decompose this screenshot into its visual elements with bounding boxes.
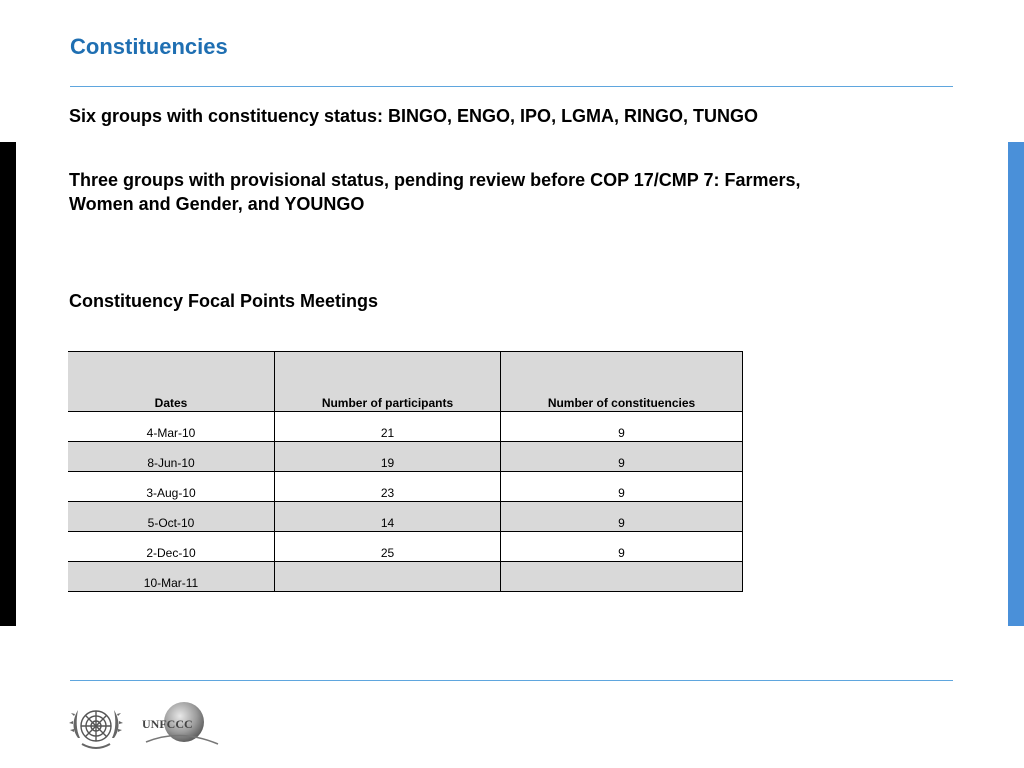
left-accent-bar — [0, 142, 16, 626]
column-header-participants: Number of participants — [275, 352, 501, 412]
cell-date: 5-Oct-10 — [68, 502, 275, 532]
cell-participants — [275, 562, 501, 592]
provisional-status-paragraph: Three groups with provisional status, pending review before COP 17/CMP 7: Farmers, Women and Gender, and YOUNGO — [69, 170, 801, 214]
cell-date: 8-Jun-10 — [68, 442, 275, 472]
cell-participants: 25 — [275, 532, 501, 562]
page-title: Constituencies — [70, 34, 228, 59]
table-row — [68, 562, 743, 592]
table-row — [68, 442, 743, 472]
cell-date: 10-Mar-11 — [68, 562, 275, 592]
cell-date: 2-Dec-10 — [68, 532, 275, 562]
cell-constituencies — [501, 562, 743, 592]
meetings-subheading: Constituency Focal Points Meetings — [69, 291, 379, 311]
cell-participants: 21 — [275, 412, 501, 442]
top-divider — [70, 86, 953, 87]
cell-participants: 23 — [275, 472, 501, 502]
cell-participants: 19 — [275, 442, 501, 472]
table-row — [68, 412, 743, 442]
right-accent-bar — [1008, 142, 1024, 626]
cell-date: 4-Mar-10 — [68, 412, 275, 442]
table-row — [68, 502, 743, 532]
meetings-table — [68, 351, 743, 592]
unfccc-logo-icon — [140, 698, 220, 752]
cell-constituencies: 9 — [501, 532, 743, 562]
table-header-row — [68, 352, 743, 412]
column-header-constituencies: Number of constituencies — [501, 352, 743, 412]
cell-constituencies: 9 — [501, 472, 743, 502]
cell-participants: 14 — [275, 502, 501, 532]
un-emblem-icon — [68, 700, 124, 754]
cell-constituencies: 9 — [501, 412, 743, 442]
column-header-dates: Dates — [68, 352, 275, 412]
cell-constituencies: 9 — [501, 442, 743, 472]
table-row — [68, 532, 743, 562]
cell-constituencies: 9 — [501, 502, 743, 532]
bottom-divider — [70, 680, 953, 681]
table-row — [68, 472, 743, 502]
cell-date: 3-Aug-10 — [68, 472, 275, 502]
svg-text:UNFCCC: UNFCCC — [142, 717, 193, 731]
constituency-status-paragraph: Six groups with constituency status: BINGO, ENGO, IPO, LGMA, RINGO, TUNGO — [69, 106, 759, 126]
